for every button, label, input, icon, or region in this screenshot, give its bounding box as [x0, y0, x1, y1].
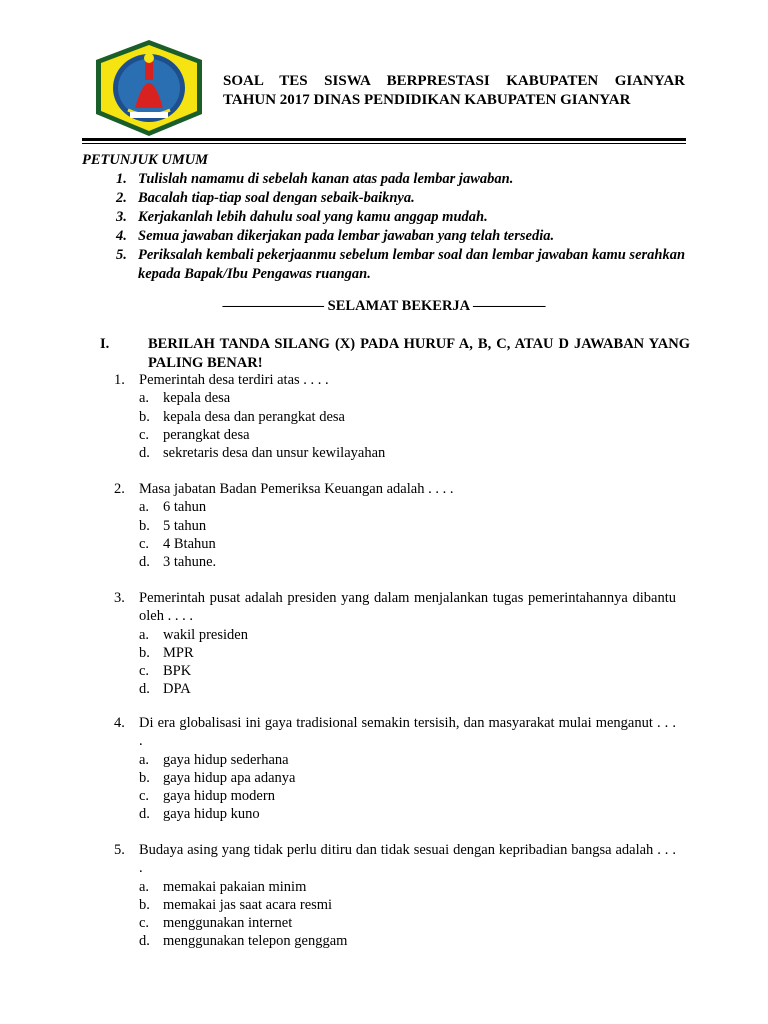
instruction-number: 2. — [116, 190, 127, 206]
option-text: memakai jas saat acara resmi — [163, 896, 333, 913]
header-rule-thin — [82, 143, 686, 144]
option-text: memakai pakaian minim — [163, 878, 307, 895]
option-letter: d. — [139, 445, 150, 462]
option-letter: b. — [139, 408, 150, 425]
option-text: menggunakan telepon genggam — [163, 933, 348, 950]
gianyar-emblem-icon — [90, 38, 208, 138]
option-letter: c. — [139, 426, 150, 443]
instruction-number: 4. — [116, 228, 127, 244]
option-letter: c. — [139, 915, 150, 932]
option-text: DPA — [163, 681, 191, 698]
option-text: 3 tahune. — [163, 554, 217, 571]
question-text: Masa jabatan Badan Pemeriksa Keuangan adalah . . . . — [139, 481, 454, 497]
question-number: 4. — [114, 715, 125, 731]
option-text: 5 tahun — [163, 517, 207, 534]
option-text: perangkat desa — [163, 426, 250, 443]
option-text: kepala desa dan perangkat desa — [163, 408, 345, 425]
answer-option — [114, 662, 676, 680]
question-number: 3. — [114, 590, 125, 606]
question-text: Pemerintah desa terdiri atas . . . . — [139, 372, 329, 388]
general-instructions — [82, 151, 686, 284]
option-text: BPK — [163, 663, 192, 680]
answer-option — [114, 787, 676, 805]
instructions-title: PETUNJUK UMUM — [82, 152, 209, 168]
answer-option — [114, 914, 676, 932]
instruction-text: Semua jawaban dikerjakan pada lembar jawaban yang telah tersedia. — [138, 228, 555, 244]
answer-option — [114, 626, 676, 644]
answer-option — [114, 644, 676, 662]
header-line-2: TAHUN 2017 DINAS PENDIDIKAN KABUPATEN GIANYAR — [223, 92, 631, 108]
instruction-text: Periksalah kembali pekerjaanmu sebelum lembar soal dan lembar jawaban kamu serahkan kepada Bapak/Ibu Pengawas ruangan. — [138, 247, 686, 282]
option-letter: d. — [139, 933, 150, 950]
header-rule-thick — [82, 138, 686, 141]
instruction-item — [82, 227, 686, 246]
question-number: 5. — [114, 842, 125, 858]
answer-option — [114, 426, 676, 444]
answer-option — [114, 932, 676, 950]
option-text: wakil presiden — [163, 626, 248, 643]
answer-option — [114, 680, 676, 698]
option-letter: c. — [139, 663, 150, 680]
answer-option — [114, 517, 676, 535]
answer-option — [114, 444, 676, 462]
answer-options — [114, 878, 676, 951]
instruction-text: Kerjakanlah lebih dahulu soal yang kamu anggap mudah. — [138, 209, 488, 225]
good-luck-divider: ——————— SELAMAT BEKERJA ————— — [222, 298, 546, 314]
option-text: gaya hidup apa adanya — [163, 769, 296, 786]
option-letter: c. — [139, 788, 150, 805]
instruction-number: 1. — [116, 171, 127, 187]
option-letter: b. — [139, 644, 150, 661]
question-4 — [114, 714, 676, 824]
question-2 — [114, 480, 676, 571]
instruction-number: 5. — [116, 247, 127, 263]
instruction-item — [82, 208, 686, 227]
answer-option — [114, 408, 676, 426]
answer-option — [114, 535, 676, 553]
question-text: Di era globalisasi ini gaya tradisional semakin tersisih, dan masyarakat mulai menganut . . . . — [139, 715, 676, 750]
instructions-list — [82, 170, 686, 284]
exam-header — [223, 72, 685, 110]
option-letter: d. — [139, 806, 150, 823]
answer-option — [114, 498, 676, 516]
option-letter: a. — [139, 499, 150, 516]
option-letter: d. — [139, 554, 150, 571]
option-text: menggunakan internet — [163, 915, 293, 932]
answer-options — [114, 498, 676, 571]
answer-options — [114, 389, 676, 462]
option-letter: b. — [139, 517, 150, 534]
question-number: 1. — [114, 372, 125, 388]
instruction-item — [82, 170, 686, 189]
option-text: MPR — [163, 644, 194, 661]
answer-option — [114, 553, 676, 571]
option-letter: d. — [139, 681, 150, 698]
option-text: 6 tahun — [163, 499, 207, 516]
option-text: 4 Btahun — [163, 535, 216, 552]
question-1 — [114, 371, 676, 462]
option-letter: a. — [139, 878, 150, 895]
section-instruction: BERILAH TANDA SILANG (X) PADA HURUF A, B, C, ATAU D JAWABAN YANG PALING BENAR! — [148, 336, 690, 371]
answer-options — [114, 751, 676, 824]
question-text: Budaya asing yang tidak perlu ditiru dan tidak sesuai dengan kepribadian bangsa adalah . . . . — [139, 842, 676, 877]
header-line-1: SOAL TES SISWA BERPRESTASI KABUPATEN GIANYAR — [223, 73, 685, 89]
instruction-number: 3. — [116, 209, 127, 225]
instruction-text: Tulislah namamu di sebelah kanan atas pada lembar jawaban. — [138, 171, 514, 187]
answer-option — [114, 805, 676, 823]
answer-options — [114, 626, 676, 699]
question-number: 2. — [114, 481, 125, 497]
answer-option — [114, 878, 676, 896]
answer-option — [114, 389, 676, 407]
option-letter: a. — [139, 751, 150, 768]
section-heading — [100, 335, 690, 373]
answer-option — [114, 769, 676, 787]
answer-option — [114, 751, 676, 769]
option-letter: a. — [139, 626, 150, 643]
instruction-item — [82, 189, 686, 208]
instruction-item — [82, 246, 686, 284]
option-text: sekretaris desa dan unsur kewilayahan — [163, 445, 386, 462]
question-text: Pemerintah pusat adalah presiden yang dalam menjalankan tugas pemerintahannya dibantu oleh . . . . — [139, 590, 676, 625]
instruction-text: Bacalah tiap-tiap soal dengan sebaik-baiknya. — [138, 190, 415, 206]
option-text: gaya hidup sederhana — [163, 751, 289, 768]
option-letter: b. — [139, 896, 150, 913]
option-text: kepala desa — [163, 390, 231, 407]
option-text: gaya hidup kuno — [163, 806, 260, 823]
section-number: I. — [100, 336, 110, 352]
option-letter: a. — [139, 390, 150, 407]
question-3 — [114, 589, 676, 699]
option-letter: b. — [139, 769, 150, 786]
question-5 — [114, 841, 676, 951]
option-text: gaya hidup modern — [163, 788, 275, 805]
answer-option — [114, 896, 676, 914]
option-letter: c. — [139, 535, 150, 552]
